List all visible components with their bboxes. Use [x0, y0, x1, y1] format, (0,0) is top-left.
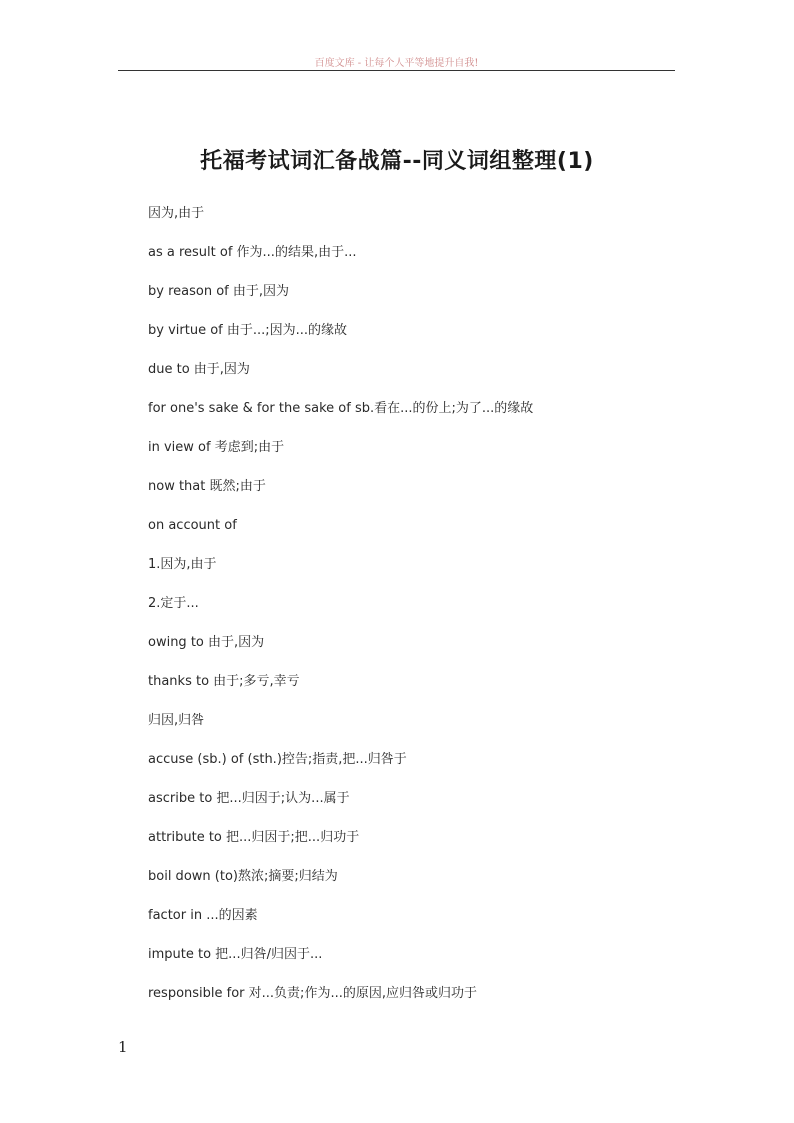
text-line: accuse (sb.) of (sth.)控告;指责,把...归咎于 — [148, 752, 407, 767]
page-number: 1 — [118, 1038, 128, 1056]
text-line: ascribe to 把...归因于;认为...属于 — [148, 791, 350, 806]
text-line: by reason of 由于,因为 — [148, 284, 289, 299]
text-line: owing to 由于,因为 — [148, 635, 265, 650]
text-line: now that 既然;由于 — [148, 479, 266, 494]
page-header: 百度文库 - 让每个人平等地提升自我! — [314, 58, 479, 69]
text-line: as a result of 作为...的结果,由于... — [148, 245, 357, 260]
text-line: impute to 把...归咎/归因于... — [148, 947, 323, 962]
text-line: by virtue of 由于...;因为...的缘故 — [148, 323, 348, 338]
text-line: 1.因为,由于 — [148, 557, 217, 572]
text-line: attribute to 把...归因于;把...归功于 — [148, 830, 360, 845]
text-line: 因为,由于 — [148, 206, 205, 221]
text-line: 2.定于... — [148, 596, 199, 611]
text-line: in view of 考虑到;由于 — [148, 440, 285, 455]
text-line: for one's sake & for the sake of sb.看在...的份上;为了...的缘故 — [148, 401, 534, 416]
text-line: due to 由于,因为 — [148, 362, 250, 377]
text-line: on account of — [148, 518, 237, 533]
header-divider — [118, 70, 675, 71]
text-line: responsible for 对...负责;作为...的原因,应归咎或归功于 — [148, 986, 477, 1001]
document-title: 托福考试词汇备战篇--同义词组整理(1) — [200, 149, 594, 174]
text-line: thanks to 由于;多亏,幸亏 — [148, 674, 300, 689]
text-line: factor in ...的因素 — [148, 908, 258, 923]
text-line: boil down (to)熬浓;摘要;归结为 — [148, 869, 338, 884]
text-line: 归因,归咎 — [148, 713, 205, 728]
